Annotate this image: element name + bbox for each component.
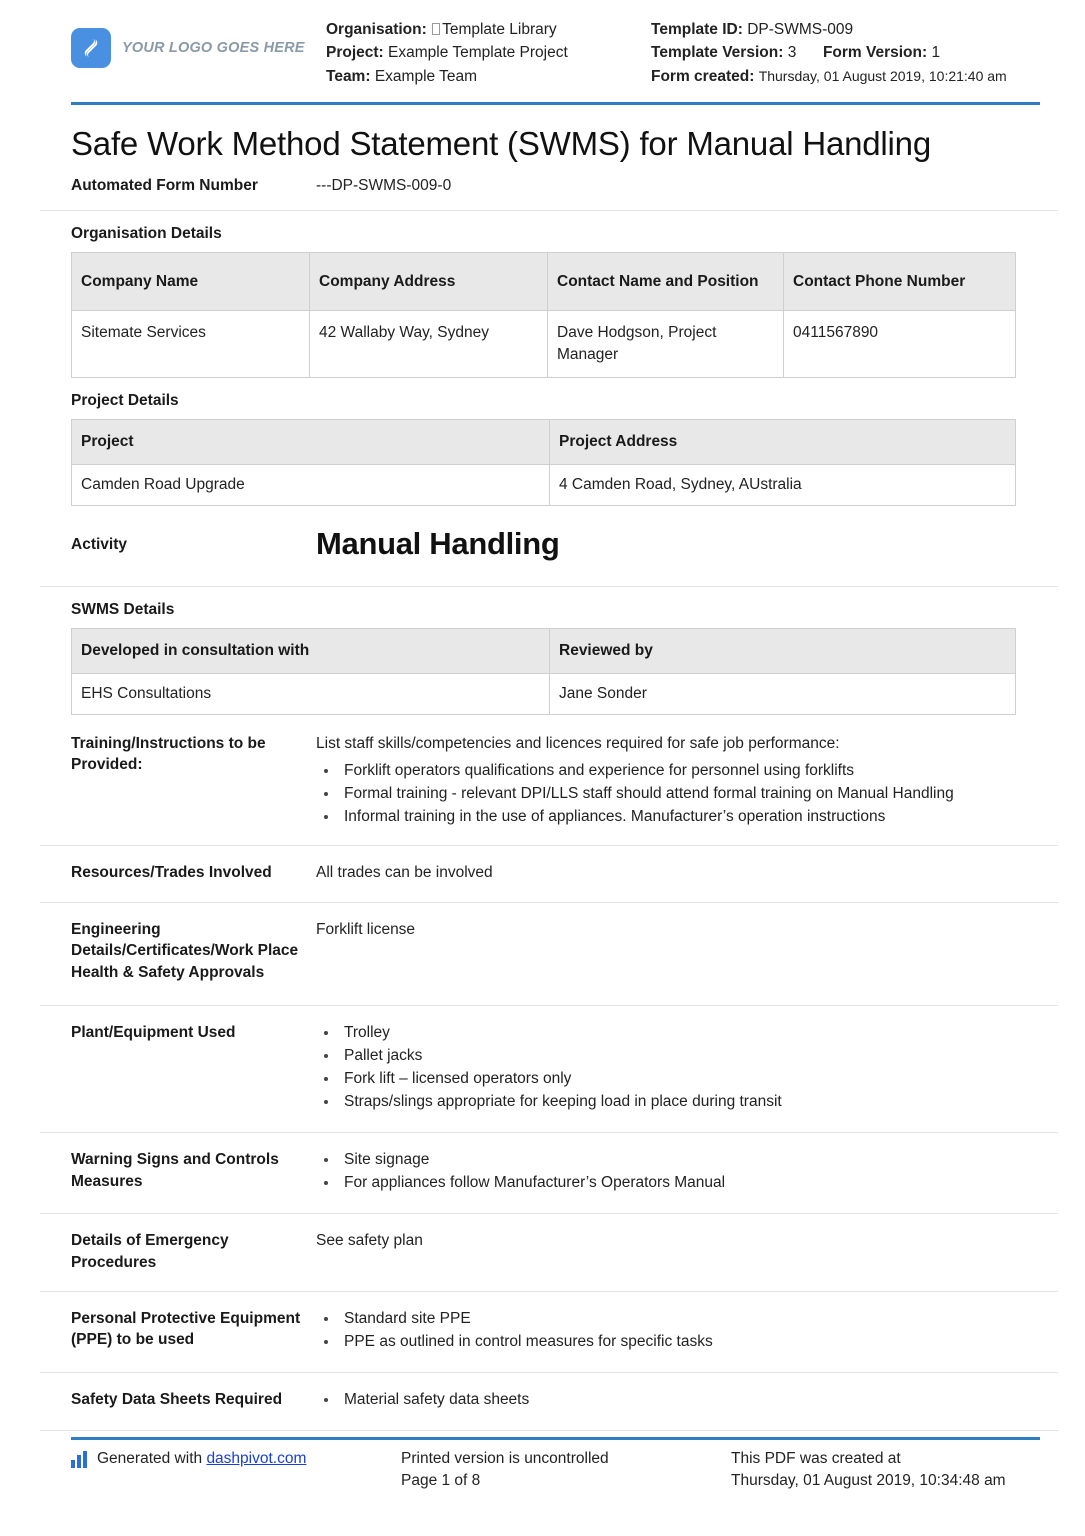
list-item: Fork lift – licensed operators only bbox=[316, 1068, 1040, 1090]
col-company-address: Company Address bbox=[310, 253, 548, 311]
list-item: Forklift operators qualifications and experience for personnel using forklifts bbox=[316, 760, 1040, 782]
table-row bbox=[72, 465, 1016, 506]
bar-chart-icon bbox=[71, 1451, 89, 1468]
footer-page-number: Page 1 of 8 bbox=[401, 1472, 481, 1490]
table-header-row bbox=[72, 420, 1016, 465]
resources-label: Resources/Trades Involved bbox=[71, 864, 272, 882]
ppe-bullet-list bbox=[316, 1308, 1040, 1353]
training-bullet-list bbox=[316, 760, 1040, 828]
list-item: Pallet jacks bbox=[316, 1045, 1040, 1067]
cell-project-address: 4 Camden Road, Sydney, AUstralia bbox=[550, 465, 1016, 506]
emergency-procedures-value: See safety plan bbox=[316, 1232, 423, 1250]
col-developed-in-consultation-with: Developed in consultation with bbox=[72, 629, 550, 674]
header-form-version-label: Form Version: bbox=[822, 44, 928, 62]
header-project-value: Example Template Project bbox=[388, 44, 568, 62]
table-row bbox=[72, 674, 1016, 715]
list-item: Material safety data sheets bbox=[316, 1389, 1040, 1411]
header-organisation-label: Organisation: bbox=[326, 21, 427, 38]
header-template-column bbox=[651, 18, 1040, 88]
header-template-id-line bbox=[651, 18, 1040, 41]
col-project-address: Project Address bbox=[550, 420, 1016, 465]
safety-data-sheets-label: Safety Data Sheets Required bbox=[71, 1390, 283, 1408]
col-reviewed-by: Reviewed by bbox=[550, 629, 1016, 674]
cell-company-name: Sitemate Services bbox=[72, 311, 310, 378]
training-content bbox=[316, 733, 1040, 829]
list-item: Standard site PPE bbox=[316, 1308, 1040, 1330]
header-org-column bbox=[326, 18, 651, 88]
safety-data-sheets-row bbox=[0, 1373, 1085, 1430]
swms-details-table bbox=[71, 628, 1016, 715]
warning-signs-row bbox=[0, 1133, 1085, 1213]
header-template-id-value: DP-SWMS-009 bbox=[747, 21, 854, 38]
document-footer bbox=[71, 1448, 1055, 1493]
list-item: For appliances follow Manufacturer’s Operators Manual bbox=[316, 1172, 1040, 1194]
footer-generated-block bbox=[71, 1448, 401, 1493]
engineering-row bbox=[0, 903, 1085, 1005]
ppe-label: Personal Protective Equipment (PPE) to be used bbox=[71, 1309, 301, 1349]
list-item: Site signage bbox=[316, 1149, 1040, 1171]
header-organisation-line bbox=[326, 18, 651, 41]
header-version-line bbox=[651, 41, 1040, 64]
col-project: Project bbox=[72, 420, 550, 465]
training-heading: List staff skills/competencies and licences required for safe job performance: bbox=[316, 735, 840, 753]
project-details-table bbox=[71, 419, 1016, 506]
header-form-created-value: Thursday, 01 August 2019, 10:21:40 am bbox=[758, 67, 1007, 84]
header-template-version-value: 3 bbox=[787, 44, 797, 62]
engineering-label: Engineering Details/Certificates/Work Place Health & Safety Approvals bbox=[71, 921, 299, 981]
col-company-name: Company Name bbox=[72, 253, 310, 311]
list-item: Straps/slings appropriate for keeping load in place during transit bbox=[316, 1091, 1040, 1113]
list-item: PPE as outlined in control measures for specific tasks bbox=[316, 1331, 1040, 1353]
swms-details-heading: SWMS Details bbox=[71, 601, 175, 619]
col-contact-name-position: Contact Name and Position bbox=[548, 253, 784, 311]
table-row bbox=[72, 311, 1016, 378]
header-team-label: Team: bbox=[326, 67, 371, 85]
cell-company-address: 42 Wallaby Way, Sydney bbox=[310, 311, 548, 378]
header-form-version-value: 1 bbox=[931, 44, 941, 62]
dashpivot-link[interactable]: dashpivot.com bbox=[206, 1450, 307, 1467]
missing-glyph-icon bbox=[432, 23, 440, 35]
warning-signs-bullet-list bbox=[316, 1149, 1040, 1194]
list-item: Trolley bbox=[316, 1022, 1040, 1044]
list-item: Formal training - relevant DPI/LLS staff should attend formal training on Manual Handling bbox=[316, 783, 1040, 805]
training-row bbox=[0, 715, 1085, 845]
footer-created-line1: This PDF was created at bbox=[731, 1450, 901, 1467]
activity-value: Manual Handling bbox=[316, 526, 560, 562]
resources-row bbox=[0, 846, 1085, 902]
plant-equipment-label: Plant/Equipment Used bbox=[71, 1024, 236, 1042]
header-project-line bbox=[326, 41, 651, 64]
safety-data-sheets-bullet-list bbox=[316, 1389, 1040, 1411]
training-label: Training/Instructions to be Provided: bbox=[71, 735, 266, 774]
emergency-procedures-label: Details of Emergency Procedures bbox=[71, 1232, 229, 1271]
logo-text: YOUR LOGO GOES HERE bbox=[122, 40, 305, 56]
header-project-label: Project: bbox=[326, 44, 384, 62]
organisation-details-table bbox=[71, 252, 1016, 378]
footer-printed-block bbox=[401, 1448, 731, 1493]
company-logo-icon bbox=[71, 28, 111, 68]
warning-signs-content bbox=[316, 1149, 1040, 1195]
header-team-value: Example Team bbox=[374, 67, 478, 85]
footer-created-line2: Thursday, 01 August 2019, 10:34:48 am bbox=[731, 1472, 1006, 1490]
automated-form-number-value: ---DP-SWMS-009-0 bbox=[316, 177, 452, 195]
header-template-id-label: Template ID: bbox=[651, 21, 743, 38]
resources-value: All trades can be involved bbox=[316, 864, 493, 882]
col-contact-phone: Contact Phone Number bbox=[784, 253, 1016, 311]
project-details-heading: Project Details bbox=[71, 392, 179, 410]
cell-reviewed-by: Jane Sonder bbox=[550, 674, 1016, 715]
document-header bbox=[0, 0, 1085, 88]
emergency-procedures-row bbox=[0, 1214, 1085, 1291]
footer-printed-line1: Printed version is uncontrolled bbox=[401, 1450, 609, 1467]
plant-equipment-content bbox=[316, 1022, 1040, 1114]
logo-block bbox=[71, 18, 326, 68]
safety-data-sheets-content bbox=[316, 1389, 1040, 1412]
cell-contact-name-position: Dave Hodgson, Project Manager bbox=[548, 311, 784, 378]
table-header-row bbox=[72, 253, 1016, 311]
ppe-row bbox=[0, 1292, 1085, 1372]
plant-equipment-row bbox=[0, 1006, 1085, 1132]
automated-form-number-row bbox=[0, 162, 1085, 210]
cell-developed-in-consultation-with: EHS Consultations bbox=[72, 674, 550, 715]
header-team-line bbox=[326, 65, 651, 88]
footer-generated-prefix: Generated with bbox=[97, 1450, 207, 1467]
header-organisation-value: Template Library bbox=[442, 21, 557, 38]
footer-blue-rule bbox=[71, 1437, 1040, 1440]
section-divider bbox=[40, 1430, 1058, 1431]
automated-form-number-label: Automated Form Number bbox=[71, 177, 258, 195]
organisation-details-heading: Organisation Details bbox=[71, 225, 222, 243]
page-title: Safe Work Method Statement (SWMS) for Manual Handling bbox=[71, 124, 931, 162]
list-item: Informal training in the use of appliances. Manufacturer’s operation instructions bbox=[316, 806, 1040, 828]
engineering-value: Forklift license bbox=[316, 921, 416, 939]
activity-label: Activity bbox=[71, 536, 127, 554]
ppe-content bbox=[316, 1308, 1040, 1354]
header-form-created-line bbox=[651, 65, 1040, 88]
cell-project: Camden Road Upgrade bbox=[72, 465, 550, 506]
activity-row bbox=[0, 506, 1085, 586]
footer-created-block bbox=[731, 1448, 1055, 1493]
table-header-row bbox=[72, 629, 1016, 674]
header-form-created-label: Form created: bbox=[651, 67, 755, 85]
footer-generated-text bbox=[97, 1448, 306, 1470]
plant-equipment-bullet-list bbox=[316, 1022, 1040, 1113]
warning-signs-label: Warning Signs and Controls Measures bbox=[71, 1151, 279, 1190]
header-template-version-label: Template Version: bbox=[651, 44, 784, 62]
cell-contact-phone: 0411567890 bbox=[784, 311, 1016, 378]
